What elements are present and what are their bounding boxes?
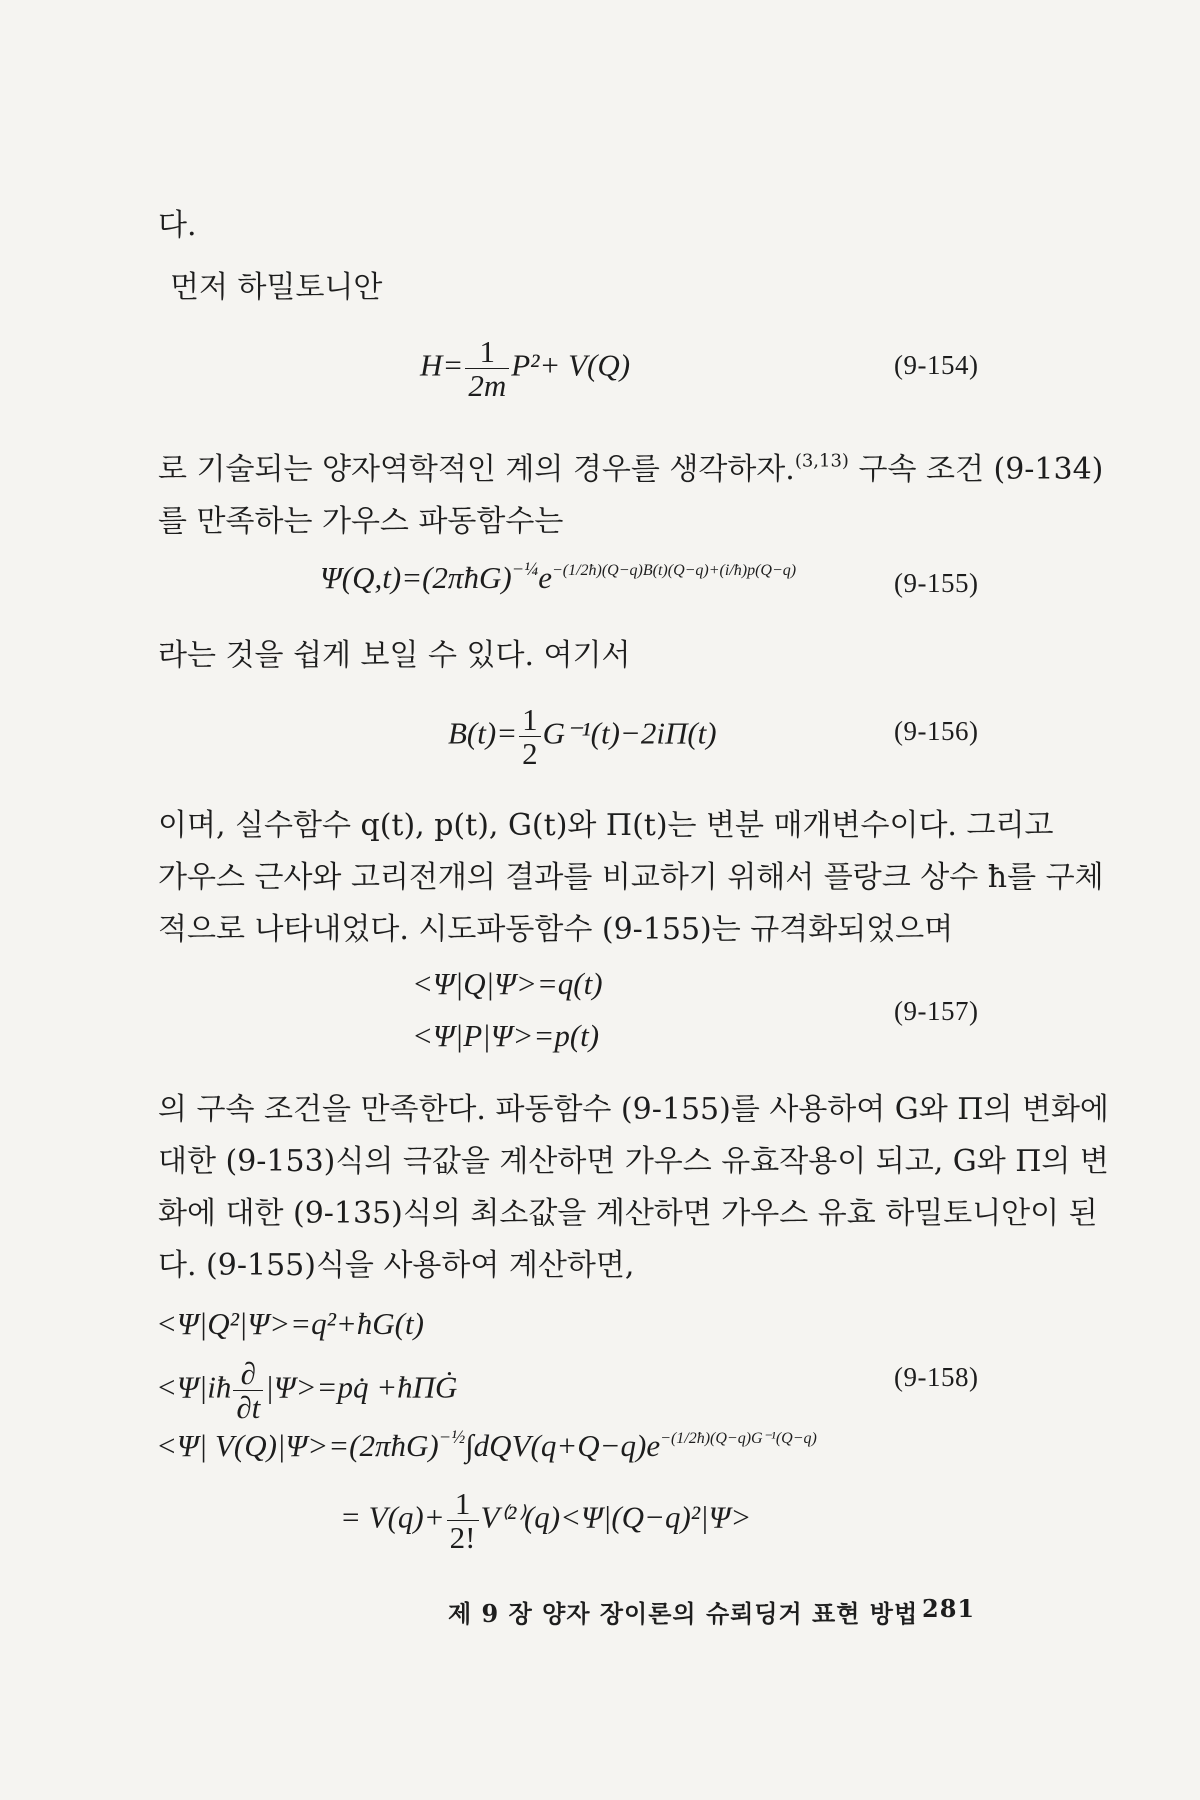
text-line-12: 다. (9-155)식을 사용하여 계산하면, xyxy=(158,1248,635,1283)
equation-number-9-157: (9-157) xyxy=(894,996,979,1026)
eq154-lhs: H= xyxy=(420,347,464,383)
eq158-line4-right: V⁽²⁾(q)<Ψ|(Q−q)²|Ψ> xyxy=(480,1499,752,1535)
eq158-line4-denominator: 2! xyxy=(449,1520,476,1555)
equation-number-9-154: (9-154) xyxy=(894,350,979,380)
equation-9-158-line-4 xyxy=(340,1488,751,1553)
text-line-8: 적으로 나타내었다. 시도파동함수 (9-155)는 규격화되었으며 xyxy=(158,912,954,947)
eq156-denominator: 2 xyxy=(522,736,538,771)
reference-superscript: (3,13) xyxy=(794,450,849,472)
eq154-denominator: 2m xyxy=(468,368,507,403)
eq158-line2-right: |Ψ>=pq̇ +ħΠĠ xyxy=(265,1369,458,1405)
eq155-lhs: Ψ(Q,t)=(2πħG) xyxy=(320,560,512,595)
equation-number-9-155: (9-155) xyxy=(894,568,979,598)
eq155-exponent-2: −(1/2ħ)(Q−q)B(t)(Q−q)+(i/ħ)p(Q−q) xyxy=(551,562,797,580)
eq156-rhs: G⁻¹(t)−2iΠ(t) xyxy=(542,715,717,751)
eq154-rhs: P²+ V(Q) xyxy=(511,347,631,383)
equation-number-9-156: (9-156) xyxy=(894,716,979,746)
equation-9-154 xyxy=(420,336,630,401)
page-number: 281 xyxy=(922,1594,976,1623)
text-line-4: 를 만족하는 가우스 파동함수는 xyxy=(158,504,564,539)
equation-9-157-line-2: <Ψ|P|Ψ>=p(t) xyxy=(412,1018,600,1053)
eq156-fraction xyxy=(519,704,541,769)
running-footer-chapter: 제 9 장 양자 장이론의 슈뢰딩거 표현 방법 xyxy=(448,1599,919,1628)
equation-9-156 xyxy=(448,704,717,769)
text-line-10: 대한 (9-153)식의 극값을 계산하면 가우스 유효작용이 되고, G와 Π의 변 xyxy=(158,1144,1109,1179)
eq158-line3-integral: ∫dQV(q+Q−q)e xyxy=(465,1428,661,1463)
eq158-partial-fraction xyxy=(233,1358,263,1423)
eq158-line3-exponent: −½ xyxy=(438,1426,466,1448)
eq158-line4-numerator: 1 xyxy=(447,1488,479,1521)
eq156-lhs: B(t)= xyxy=(448,715,518,751)
equation-9-157-line-1: <Ψ|Q|Ψ>=q(t) xyxy=(412,966,603,1001)
eq158-partial-numerator: ∂ xyxy=(233,1358,263,1391)
text-line-1: 다. xyxy=(158,208,197,243)
equation-9-158-line-1: <Ψ|Q²|Ψ>=q²+ħG(t) xyxy=(156,1306,424,1341)
eq158-line3-left: <Ψ| V(Q)|Ψ>=(2πħG) xyxy=(156,1428,439,1463)
text-line-5: 라는 것을 쉽게 보일 수 있다. 여기서 xyxy=(158,638,631,673)
eq158-line4-fraction xyxy=(447,1488,479,1553)
equation-9-155 xyxy=(320,560,796,596)
text-line-3-main: 로 기술되는 양자역학적인 계의 경우를 생각하자. xyxy=(158,452,795,487)
eq155-base: e xyxy=(538,560,552,595)
eq158-line3-exponent-2: −(1/2ħ)(Q−q)G⁻¹(Q−q) xyxy=(660,1430,817,1448)
equation-number-9-158: (9-158) xyxy=(894,1362,979,1392)
eq155-exponent-1: −¼ xyxy=(511,558,539,580)
eq154-numerator: 1 xyxy=(465,336,509,369)
eq156-numerator: 1 xyxy=(519,704,541,737)
eq158-line2-left: <Ψ|iħ xyxy=(156,1369,232,1405)
eq158-line4-left: = V(q)+ xyxy=(340,1499,445,1535)
equation-9-158-line-2 xyxy=(156,1358,457,1423)
text-line-11: 화에 대한 (9-135)식의 최소값을 계산하면 가우스 유효 하밀토니안이 된 xyxy=(158,1196,1098,1231)
equation-9-158-line-3 xyxy=(156,1428,817,1464)
text-line-6: 이며, 실수함수 q(t), p(t), G(t)와 Π(t)는 변분 매개변수이다. 그리고 xyxy=(158,808,1054,843)
text-line-3 xyxy=(158,444,1103,488)
eq154-fraction xyxy=(465,336,509,401)
text-line-9: 의 구속 조건을 만족한다. 파동함수 (9-155)를 사용하여 G와 Π의 변화에 xyxy=(158,1092,1109,1127)
text-line-2: 먼저 하밀토니안 xyxy=(170,270,383,305)
text-line-3-tail: 구속 조건 (9-134) xyxy=(858,452,1104,487)
text-line-7: 가우스 근사와 고리전개의 결과를 비교하기 위해서 플랑크 상수 ħ를 구체 xyxy=(158,860,1104,895)
eq158-partial-denominator: ∂t xyxy=(236,1390,261,1425)
